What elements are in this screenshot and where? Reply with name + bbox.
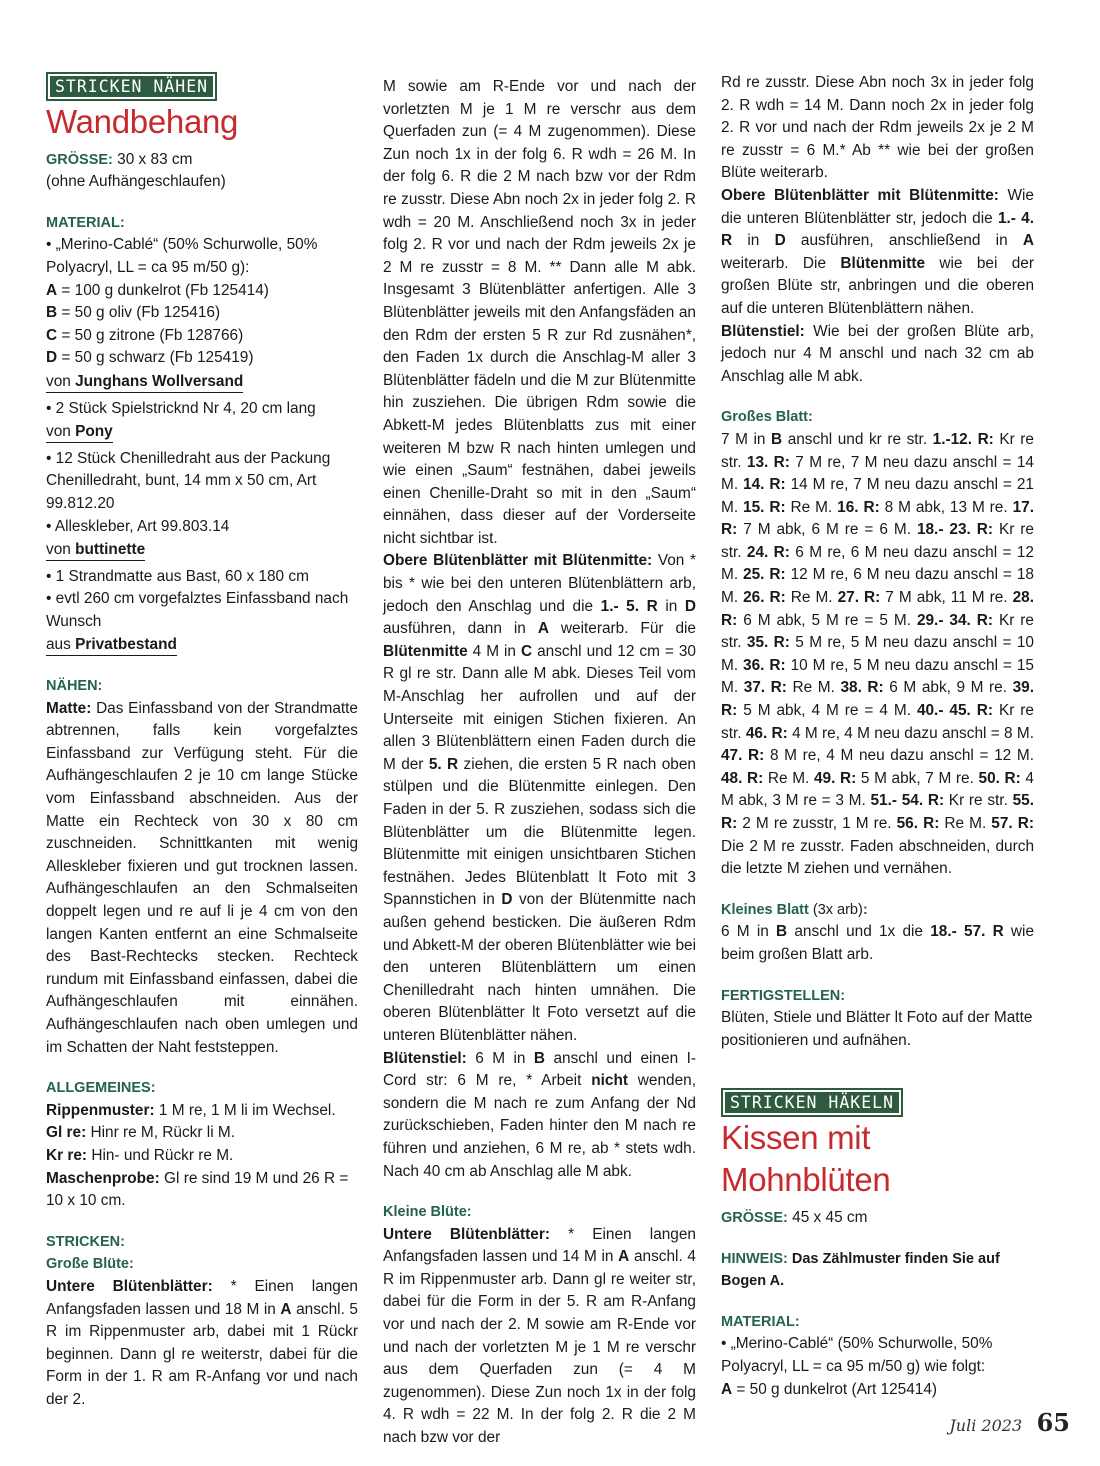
blatt-row-segment: Kr re str.: [721, 702, 1034, 742]
blatt-row-segment: anschl und kr re str.: [782, 430, 933, 448]
blatt-row-segment: 35. R:: [746, 634, 790, 652]
blatt-row-segment: 55. R:: [721, 792, 1034, 832]
rippenmuster-line: Rippenmuster: 1 M re, 1 M li im Wechsel.: [46, 1101, 336, 1119]
grosse-bluete-heading: Große Blüte:: [46, 1256, 134, 1273]
column-3: [721, 72, 1034, 1401]
blatt-row-segment: Re M.: [939, 815, 992, 832]
issue-date: Juli 2023: [949, 1416, 1023, 1435]
material-needles: • 2 Stück Spielstricknd Nr 4, 20 cm lang: [46, 399, 316, 417]
kleine-untere-paragraph: Untere Blütenblätter: * Einen langen Anfangsfaden lassen und 14 M in A anschl. 4 R im Rippenmuster arb. Dann gl re weiter str, dabei für die Form in der 5. R am R-Anfang vor und nach der 2. M sowie am R-Ende vor und nach der vorletzten M je 1 M re verschr aus dem Querfaden zun (= 4 M zugenommen). Diese Zun noch 1x in der folg 4. R wdh = 22 M. In der folg 2. R die 2 M nach bzw vor der: [383, 1225, 696, 1447]
material-merino: • „Merino-Cablé“ (50% Schurwolle, 50% Polyacryl, LL = ca 95 m/50 g):: [46, 236, 318, 276]
blatt-row-segment: 6 M abk, 5 M re = 5 M.: [737, 611, 917, 629]
size-line: [46, 149, 358, 172]
blatt-row-segment: 37. R:: [743, 679, 787, 697]
kleine-bluete-continued: Rd re zusstr. Diese Abn noch 3x in jeder folg 2. R wdh = 14 M. Dann noch 2x in jeder folg 2. R vor und nach der Rdm jeweils 2x je 2 M re zusstr = 6 M.* Ab ** wie bei der großen Blüte weiterarb.: [721, 74, 1034, 182]
grosses-blatt-heading: Großes Blatt:: [721, 409, 813, 426]
glatt-rechts-line: Gl re: Hinr re M, Rückr li M.: [46, 1124, 235, 1142]
supplier-junghans: von Junghans Wollversand: [46, 372, 243, 393]
blatt-row-segment: 17. R:: [721, 498, 1034, 539]
matte-paragraph: Matte: Das Einfassband von der Strandmatte abtrennen, falls kein vorgefalztes Einfassband zur Verfügung steht. Für die Aufhängeschlaufen 2 je 10 cm lange Stücke vom Einfassband abschneiden. Aus der Matte ein Rechteck von 30 x 80 cm zuschneiden. Schnittkanten mit wenig Alleskleber fixieren und gut trocknen lassen. Aufhängeschlaufen an den Schmalseiten doppelt legen und re auf li je 4 cm von den langen Kanten entfernt an eine Schmalseite des Bast-Rechtecks stecken. Rechteck rundum mit Einfassband einfassen, dabei die Aufhängeschlaufen mit einnähen. Aufhängeschlaufen nach oben umlegen und im Schatten der Naht feststeppen.: [46, 699, 358, 1056]
blatt-row-segment: 14 M re, 7 M neu dazu anschl = 21 M.: [721, 476, 1034, 516]
blatt-row-segment: 16. R:: [837, 498, 880, 516]
blatt-row-segment: 5 M abk, 7 M re.: [856, 769, 979, 787]
kissen-material-heading: MATERIAL:: [721, 1313, 800, 1330]
blatt-row-segment: 4 M re, 4 M neu dazu anschl = 8 M.: [787, 724, 1034, 742]
article-title-wandbehang: Wandbehang: [46, 102, 239, 140]
fertigstellen-paragraph: Blüten, Stiele und Blätter lt Foto auf der Matte positionieren und aufnähen.: [721, 1009, 1033, 1049]
blatt-row-segment: 12 M re, 6 M neu dazu anschl = 18 M.: [721, 566, 1034, 607]
blatt-row-segment: 36. R:: [743, 656, 786, 674]
blatt-row-segment: 18.- 23. R:: [916, 521, 993, 539]
grosses-blatt-paragraph: [721, 429, 1034, 881]
blatt-row-segment: Kr re str.: [944, 792, 1013, 810]
blatt-row-segment: 6 M abk, 9 M re.: [883, 679, 1013, 697]
blatt-row-segment: Kr re str.: [721, 521, 1034, 561]
allgemeines-heading: ALLGEMEINES:: [46, 1080, 156, 1097]
size-label: GRÖSSE:: [46, 151, 113, 168]
blatt-row-segment: 27. R:: [837, 589, 881, 607]
hinweis-line: HINWEIS: Das Zählmuster finden Sie auf Bogen A.: [721, 1250, 1000, 1290]
blatt-row-segment: Re M.: [786, 679, 841, 697]
blatt-row-segment: 51.- 54. R:: [870, 792, 945, 810]
blatt-row-segment: 50. R:: [978, 769, 1021, 787]
blatt-row-segment: 13. R:: [746, 453, 790, 471]
column-2: [383, 76, 696, 1450]
blatt-row-segment: 14. R:: [743, 476, 786, 494]
blatt-row-segment: Re M.: [785, 589, 838, 607]
page-number: 65: [1036, 1408, 1070, 1437]
blatt-row-segment: Die 2 M re zusstr. Faden abschneiden, durch die letzte M ziehen und vernähen.: [721, 837, 1034, 878]
kissen-material-merino: • „Merino-Cablé“ (50% Schurwolle, 50% Polyacryl, LL = ca 95 m/50 g) wie folgt:: [721, 1335, 993, 1375]
grosse-bluete-continued: M sowie am R-Ende vor und nach der vorletzten M je 1 M re verschr aus dem Querfaden zun (= 4 M zugenommen). Diese Zun noch 1x in der folg 6. R wdh = 26 M. In der folg 6. R die 2 M nach bzw vor der Rdm re zusstr. Diese Abn noch 2x in jeder folg 2. R wdh = 20 M. Anschließend noch 3x in jeder folg 2. R vor und nach der Rdm jeweils 2x je 2 M re zusstr = 8 M. ** Dann alle M abk. Insgesamt 3 Blütenblätter anfertigen. Alle 3 Blütenblätter jeweils mit den Anfangsfäden an den Rdm der ersten 5 R zur Rd zusnähen*, den Faden 1x durch die Anschlag-M aller 3 Blütenblätter fädeln und die M zur Blütenmitte hin zusziehen. Die übrigen Rdm sowie die Abkett-M jedes Blütenblatts zus mit einer weiteren M bzw R nach hinten umlegen und wie einen „Saum“ festnähen, dabei jeweils einen Chenille-Draht so mit in den „Saum“ einnähen, dass dieser auf der Vorderseite nicht sichtbar ist.: [383, 78, 696, 547]
blatt-row-segment: 7 M re, 7 M neu dazu anschl = 14 M.: [721, 453, 1034, 494]
blatt-row-segment: 7 M abk, 11 M re.: [880, 589, 1013, 607]
blatt-row-segment: 56. R:: [896, 815, 940, 832]
blatt-row-segment: Kr re str.: [721, 611, 1034, 652]
untere-bluetenblaetter-paragraph: Untere Blütenblätter: * Einen langen Anfangsfaden lassen und 18 M in A anschl. 5 R im Rippenmuster arb, dabei mit 1 Rückr beginnen. Dann gl re weiterstr, dabei für die Form in der 1. R am R-Anfang vor und nach der 2.: [46, 1277, 358, 1408]
supplier-pony: von Pony: [46, 422, 113, 443]
category-band-stricken-haekeln: STRICKEN HÄKELN: [723, 1090, 901, 1115]
blatt-row-segment: 40.- 45. R:: [916, 702, 993, 720]
blatt-row-segment: 28. R:: [721, 589, 1034, 629]
blatt-row-segment: 38. R:: [840, 679, 884, 697]
page-footer: [880, 1408, 1070, 1437]
blatt-row-segment: B: [771, 430, 783, 448]
size-value: 30 x 83 cm: [112, 150, 193, 168]
kissen-size-line: GRÖSSE: 45 x 45 cm: [721, 1208, 868, 1226]
blatt-row-segment: 49. R:: [813, 769, 857, 787]
blatt-row-segment: 48. R:: [721, 769, 764, 787]
blatt-row-segment: 46. R:: [745, 724, 788, 742]
blatt-row-segment: 29.- 34. R:: [916, 611, 993, 629]
blatt-row-segment: 5 M re, 5 M neu dazu anschl = 10 M.: [721, 634, 1034, 674]
blatt-row-segment: 10 M re, 5 M neu dazu anschl = 15 M.: [721, 656, 1034, 697]
material-mat: • 1 Strandmatte aus Bast, 60 x 180 cm: [46, 567, 309, 585]
size-note: (ohne Aufhängeschlaufen): [46, 173, 226, 191]
supplier-private: aus Privatbestand: [46, 635, 177, 656]
blatt-row-segment: 26. R:: [743, 589, 786, 607]
blatt-row-segment: 8 M re, 4 M neu dazu anschl = 12 M.: [764, 747, 1034, 765]
naehen-heading: NÄHEN:: [46, 678, 103, 695]
yarn-c: C = 50 g zitrone (Fb 128766): [46, 326, 244, 344]
blatt-row-segment: Re M.: [763, 769, 814, 787]
blatt-row-segment: 25. R:: [743, 566, 786, 584]
yarn-b: B = 50 g oliv (Fb 125416): [46, 304, 221, 322]
blatt-row-segment: Kr re str.: [721, 430, 1034, 471]
blatt-row-segment: 4 M abk, 3 M re = 3 M.: [721, 769, 1034, 810]
blatt-row-segment: 15. R:: [743, 498, 786, 516]
category-band-stricken-naehen: STRICKEN NÄHEN: [48, 74, 215, 99]
kleines-blatt-paragraph: 6 M in B anschl und 1x die 18.- 57. R wie beim großen Blatt arb.: [721, 923, 1035, 963]
material-chenille: • 12 Stück Chenilledraht aus der Packung Chenilledraht, bunt, 14 mm x 50 cm, Art 99.812.20: [46, 449, 331, 512]
material-glue: • Alleskleber, Art 99.803.14: [46, 517, 230, 535]
bluetenstiel-paragraph: Blütenstiel: 6 M in B anschl und einen I-Cord str: 6 M re, * Arbeit nicht wenden, sondern die M nach re zum Anfang der Nd zurückschieben, Faden hinter den M nach re führen und anziehen, 6 M re, ab * stets wdh. Nach 40 cm ab Anschlag alle M abk.: [383, 1049, 696, 1180]
blatt-row-segment: 8 M abk, 13 M re.: [879, 498, 1013, 516]
stricken-heading: STRICKEN:: [46, 1233, 125, 1250]
material-heading: MATERIAL:: [46, 214, 125, 231]
fertigstellen-heading: FERTIGSTELLEN:: [721, 987, 846, 1004]
supplier-buttinette: von buttinette: [46, 540, 145, 561]
kissen-yarn-a: A = 50 g dunkelrot (Art 125414): [721, 1380, 938, 1398]
blatt-row-segment: 1.-12. R:: [932, 430, 994, 448]
maschenprobe-line: Maschenprobe: Gl re sind 19 M und 26 R = 10 x 10 cm.: [46, 1169, 349, 1210]
blatt-row-segment: 6 M re, 6 M neu dazu anschl = 12 M.: [721, 543, 1034, 584]
blatt-row-segment: 47. R:: [721, 747, 765, 765]
blatt-row-segment: 2 M re zusstr, 1 M re.: [737, 815, 897, 832]
column-1: [46, 72, 358, 1411]
article-title-kissen: Kissen mit Mohnblüten: [721, 1118, 891, 1198]
yarn-d: D = 50 g schwarz (Fb 125419): [46, 349, 254, 367]
kleine-bluete-heading: Kleine Blüte:: [383, 1204, 472, 1221]
blatt-row-segment: 57. R:: [991, 815, 1034, 832]
kleine-stiel-paragraph: Blütenstiel: Wie bei der großen Blüte arb, jedoch nur 4 M anschl und nach 32 cm ab Anschlag alle M abk.: [721, 322, 1034, 385]
blatt-row-segment: 7 M in: [721, 430, 772, 448]
blatt-row-segment: Re M.: [785, 498, 838, 516]
blatt-row-segment: 24. R:: [746, 543, 790, 561]
kraus-rechts-line: Kr re: Hin- und Rückr re M.: [46, 1146, 234, 1164]
kleine-obere-paragraph: Obere Blütenblätter mit Blütenmitte: Wie die unteren Blütenblätter str, jedoch die 1.- 4. R in D ausführen, anschließend in A weiterarb. Die Blütenmitte wie bei der großen Blüte str, anbringen und die oberen auf die unteren Blütenblättern nähen.: [721, 186, 1034, 317]
blatt-row-segment: 5 M abk, 4 M re = 4 M.: [737, 702, 917, 720]
blatt-row-segment: 7 M abk, 6 M re = 6 M.: [737, 521, 917, 539]
obere-bluetenblaetter-paragraph: Obere Blütenblätter mit Blütenmitte: Von * bis * wie bei den unteren Blütenblättern arb, jedoch den Anschlag und die 1.- 5. R in D ausführen, dann in A weiterarb. Für die Blütenmitte 4 M in C anschl und 12 cm = 30 R gl re str. Dann alle M abk. Dieses Teil vom M-Anschlag her aufrollen und auf der Unterseite mit einigen Stichen fixieren. An allen 3 Blütenblättern einen Faden durch die M der 5. R ziehen, die ersten 5 R nach oben stülpen und die Blütenmitte einlegen. Den Faden in der 5. R zusziehen, sodass sich die Blütenblätter um die Blütenmitte legen. Blütenmitte mit einigen unsichtbaren Stichen festnähen. Jedes Blütenblatt lt Foto mit 3 Spannstichen in D von der Blütenmitte nach außen gehend besticken. Die äußeren Rdm und Abkett-M der oberen Blütenblätter wie bei den unteren Blütenblättern um einen Chenilledraht nach hinten umnähen. Die oberen Blütenblätter lt Foto versetzt auf die unteren Blütenblätter nähen.: [383, 552, 697, 1044]
kleines-blatt-heading: Kleines Blatt (3x arb):: [721, 901, 868, 918]
blatt-row-segment: 39. R:: [721, 679, 1034, 720]
yarn-a: A = 100 g dunkelrot (Fb 125414): [46, 281, 269, 299]
material-tape: • evtl 260 cm vorgefalztes Einfassband nach Wunsch: [46, 590, 349, 630]
